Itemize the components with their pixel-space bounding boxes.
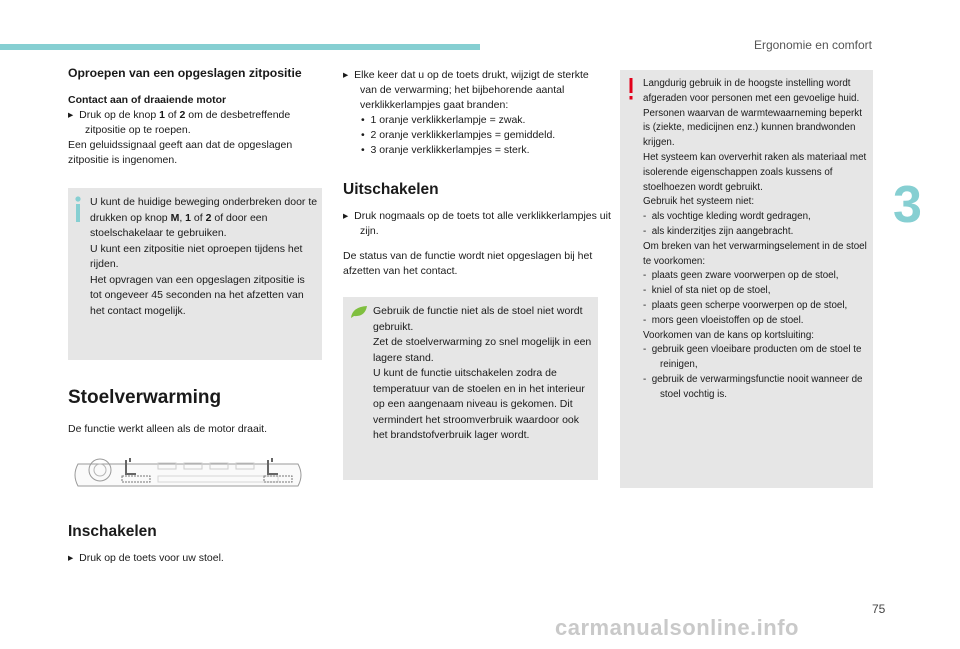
leaf-icon [350,305,368,319]
on-bullet: ▸ Druk op de toets voor uw stoel. [68,552,224,564]
list-item: - kniel of sta niet op de stoel, [643,285,771,297]
arrow-bullet-icon: ▸ [68,109,80,121]
bullet-intensity: ▸ Elke keer dat u op de toets drukt, wijzigt de sterkte van de verwarming; het bijbehorende aantal verklikkerlampjes gaat branden: [343,69,589,111]
off-para: De status van de functie wordt niet opgeslagen bij het afzetten van het contact. [343,250,593,277]
heading-heating: Stoelverwarming [68,387,222,408]
subheading-contact: Contact aan of draaiende motor [68,94,227,106]
heading-on: Inschakelen [68,523,157,540]
arrow-bullet-icon: ▸ [343,210,355,222]
list-item: - als kinderzitjes zijn aangebracht. [643,225,794,237]
bullet-recall: ▸ Druk op de knop 1 of 2 om de desbetreffende zitpositie op te roepen. [68,109,291,136]
off-bullet: ▸ Druk nogmaals op de toets tot alle verklikkerlampjes uit zijn. [343,210,611,237]
watermark: carmanualsonline.info [555,615,799,640]
warning-icon [628,78,634,100]
list-item: - plaats geen zware voorwerpen op de stoel, [643,270,839,282]
level-item: • 3 oranje verklikkerlampjes = sterk. [361,144,530,156]
seat-heating-control-panel-image [68,450,308,500]
level-item: • 1 oranje verklikkerlampje = zwak. [361,114,526,126]
arrow-bullet-icon: ▸ [343,69,355,81]
page-number: 75 [872,602,886,616]
eco-box-text: Gebruik de functie niet als de stoel niet wordt gebruikt. Zet de stoelverwarming zo snel mogelijk in een lagere stand. U kunt de functie uitschakelen zodra de temperatuur van de stoelen en in het interieur op een aangenaam niveau is gekomen. Dit vermindert het stroomverbruik waardoor ook het brandstofverbruik lager wordt. [373,305,592,441]
column-1 [68,66,326,168]
info-box-text: U kunt de huidige beweging onderbreken door te drukken op knop M, 1 of 2 of door een stoelschakelaar te gebruiken. U kunt een zitpositie niet oproepen tijdens het rijden. Het opvragen van een opgeslagen zitpositie is tot ongeveer 45 seconden na het afzetten van het contact mogelijk. [90,196,318,317]
list-item: - gebruik geen vloeibare producten om de stoel te reinigen, [643,344,862,371]
info-icon [74,196,82,222]
list-item: - mors geen vloeistoffen op de stoel. [643,314,804,326]
header-accent-bar [0,44,480,50]
heading-off: Uitschakelen [343,181,439,198]
heating-para: De functie werkt alleen als de motor draait. [68,423,268,435]
section-title: Ergonomie en comfort [753,38,872,52]
level-item: • 2 oranje verklikkerlampjes = gemiddeld. [361,129,556,141]
list-item: - plaats geen scherpe voorwerpen op de stoel, [643,299,848,311]
list-item: - als vochtige kleding wordt gedragen, [643,211,811,223]
arrow-bullet-icon: ▸ [68,552,80,564]
heading-recall: Oproepen van een opgeslagen zitpositie [68,66,302,80]
list-item: - gebruik de verwarmingsfunctie nooit wanneer de stoel vochtig is. [643,373,863,400]
chapter-number: 3 [893,176,922,234]
column-2 [343,68,601,158]
warning-box-text: Langdurig gebruik in de hoogste instelling wordt afgeraden voor personen met een gevoelige huid. Personen waarvan de warmtewaarneming beperkt is (ziekte, medicijnen enz.) kunnen brandwonden krijgen. Het systeem kan oververhit raken als materiaal met isolerende eigenschappen zoals kussens of stoelhoezen wordt gebruikt. Gebruik het systeem niet: - als vochtige kleding wordt gedragen, - als kinderzitjes zijn aangebracht. Om breken van het verwarmingselement in de stoel te voorkomen: - plaats geen zware voorwerpen op de stoel, - kniel of sta niet op de stoel, - plaats geen scherpe voorwerpen op de stoel, - mors geen vloeistoffen op de stoel. Voorkomen van de kans op kortsluiting: - gebruik geen vloeibare producten om de stoel te reinigen, - gebruik de verwarmingsfunctie nooit wanneer de stoel vochtig is. [643,77,870,403]
recall-para: Een geluidssignaal geeft aan dat de opgeslagen zitpositie is ingenomen. [68,139,293,166]
